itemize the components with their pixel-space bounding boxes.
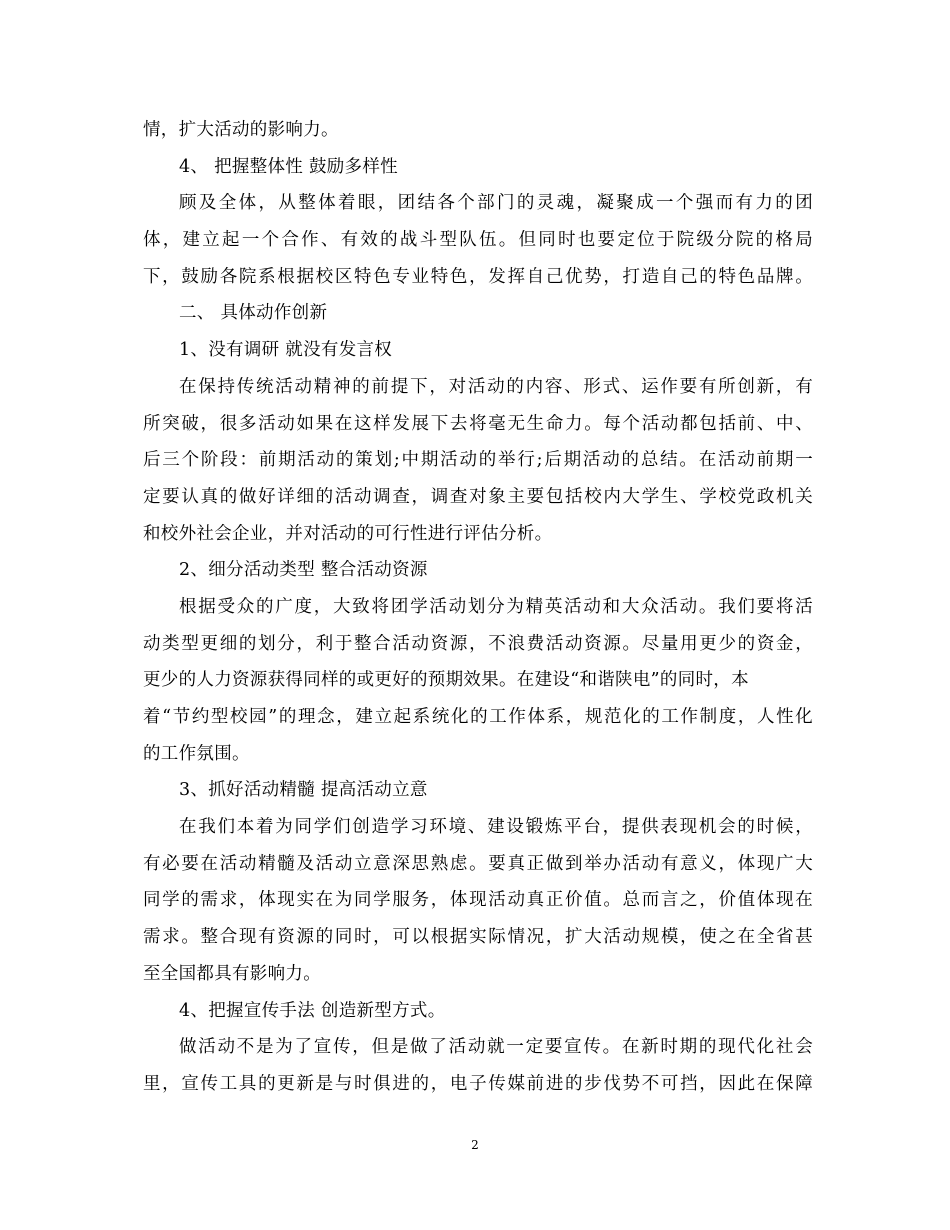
text-line: 4、 把握整体性 鼓励多样性 [179, 156, 398, 177]
text-line: 下，鼓励各院系根据校区特色专业特色，发挥自己优势，打造自己的特色品牌。 [143, 266, 813, 287]
text-line: 有必要在活动精髓及活动立意深思熟虑。要真正做到举办活动有意义，体现广大 [143, 853, 813, 874]
text-line: 动类型更细的划分，利于整合活动资源，不浪费活动资源。尽量用更少的资金， [143, 633, 813, 654]
text-line: 根据受众的广度，大致将团学活动划分为精英活动和大众活动。我们要将活 [179, 596, 813, 617]
text-line: 1、没有调研 就没有发言权 [179, 340, 393, 361]
text-line: 情，扩大活动的影响力。 [143, 120, 339, 140]
text-line: 更少的人力资源获得同样的或更好的预期效果。在建设“和谐陕电”的同时，本 [143, 670, 749, 691]
text-line: 的工作氛围。 [143, 743, 250, 764]
text-line: 3、抓好活动精髓 提高活动立意 [179, 780, 428, 801]
text-line: 所突破，很多活动如果在这样发展下去将毫无生命力。每个活动都包括前、中、 [143, 413, 813, 434]
text-line: 在我们本着为同学们创造学习环境、建设锻炼平台，提供表现机会的时候， [179, 817, 813, 838]
document-body [143, 112, 813, 1103]
text-line: 定要认真的做好详细的活动调查，调查对象主要包括校内大学生、学校党政机关 [143, 486, 813, 507]
text-line: 体，建立起一个合作、有效的战斗型队伍。但同时也要定位于院级分院的格局 [143, 230, 813, 251]
page-number: 2 [471, 1138, 479, 1152]
text-line: 需求。整合现有资源的同时，可以根据实际情况，扩大活动规模，使之在全省甚 [143, 927, 813, 948]
text-line: 着“节约型校园”的理念，建立起系统化的工作体系，规范化的工作制度，人性化 [143, 707, 813, 727]
text-line: 做活动不是为了宣传，但是做了活动就一定要宣传。在新时期的现代化社会 [179, 1037, 813, 1058]
text-line: 后三个阶段：前期活动的策划;中期活动的举行;后期活动的总结。在活动前期一 [143, 450, 813, 471]
text-line: 在保持传统活动精神的前提下，对活动的内容、形式、运作要有所创新，有 [179, 376, 813, 397]
text-line: 顾及全体，从整体着眼，团结各个部门的灵魂，凝聚成一个强而有力的团 [179, 193, 813, 214]
text-line: 至全国都具有影响力。 [143, 963, 321, 984]
text-line: 同学的需求，体现实在为同学服务，体现活动真正价值。总而言之，价值体现在 [143, 890, 813, 911]
text-line: 和校外社会企业，并对活动的可行性进行评估分析。 [143, 523, 553, 544]
text-line: 里，宣传工具的更新是与时俱进的，电子传媒前进的步伐势不可挡，因此在保障 [143, 1073, 813, 1094]
text-line: 4、把握宣传手法 创造新型方式。 [179, 1000, 446, 1021]
text-line: 2、细分活动类型 整合活动资源 [179, 560, 428, 581]
text-line: 二、 具体动作创新 [179, 303, 328, 324]
